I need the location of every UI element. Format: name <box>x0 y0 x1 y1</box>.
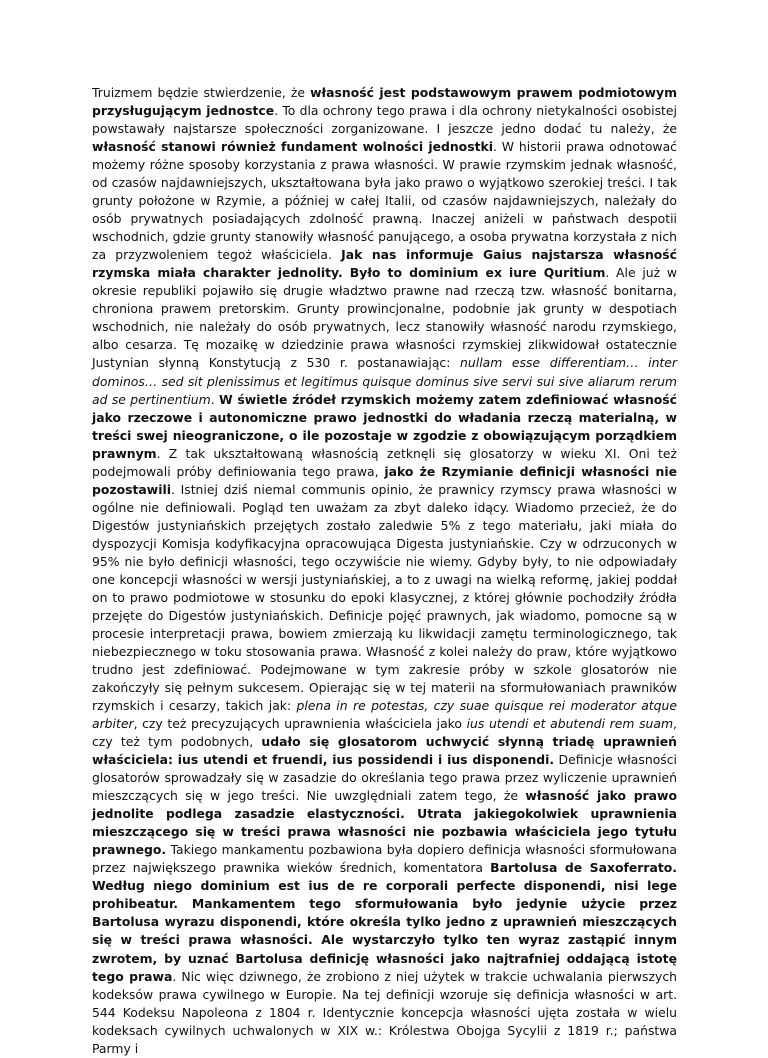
text-segment: . Z tak ukształtowaną własnością zetknęli się glosatorzy w wieku XI. Oni też podejmowali próby definiowania tego prawa, <box>92 445 677 479</box>
bold-text-segment: Jak nas informuje Gaius najstarsza własność rzymska miała charakter jednolity. Było to dominium ex iure Quritium <box>92 247 677 281</box>
text-segment: . Istniej dziś niemal communis opinio, że prawnicy rzymscy prawa własności w ogólne nie definiowali. Pogląd ten uważam za zbyt daleko idący. Wiadomo przecież, że do Digestów justyniańskich przejętych zostało zaledwie 5% z tego materiału, jaki miała do dyspozycji Komisja kodyfikacyjna opracowująca Digesta justyniańskie. Czy w odrzuconych w 95% nie było definicji własności, tego oczywiście nie wiemy. Gdyby były, to nie odpowiadały one koncepcji własności w wersji justyniańskiej, a to z uwagi na wielką reformę, jakiej poddał on to prawo podmiotowe w stosunku do epoki klasycznej, z której głównie pochodziły źródła przejęte do Digestów justyniańskich. Definicje pojęć prawnych, jak wiadomo, pomocne są w procesie interpretacji prawa, bowiem zmierzają ku likwidacji zamętu terminologicznego, tak niebezpiecznego w toku stosowania prawa. Własność z kolei należy do praw, które wyjątkowo trudno jest zdefiniować. Podejmowane w tym zakresie próby w szkole glosatorów nie zakończyły się pełnym sukcesem. Opierając się w tej materii na sformułowaniach prawników rzymskich i cesarzy, takich jak: <box>92 481 677 714</box>
italic-text-segment: ius utendi et abutendi rem suam <box>466 716 674 732</box>
bold-text-segment: własność jako prawo jednolite podlega zasadzie elastyczności. Utrata jakiegokolwiek uprawnienia mieszczącego się w treści prawa własności nie pozbawia właściciela jego tytułu prawnego. <box>92 788 678 858</box>
text-segment: Takiego mankamentu pozbawiona była dopiero definicja własności sformułowana przez największego prawnika wieków średnich, komentatora <box>92 842 677 876</box>
text-segment: Truizmem będzie stwierdzenie, że <box>92 85 311 100</box>
bold-text-segment: jako że Rzymianie definicji własności nie pozostawili <box>92 463 677 497</box>
italic-text-segment: nullam esse differentiam… inter dominos… sed sit plenissimus et legitimus quisque dominus sive servi sui sive aliarum rerum ad se pertinentium <box>92 355 677 407</box>
text-segment: . Nic więc dziwnego, że zrobiono z niej użytek w trakcie uchwalania pierwszych kodeksów prawa cywilnego w Europie. Na tej definicji wzoruje się definicja własności w art. 544 Kodeksu Napoleona z 1804 r. Identycznie koncepcja własności ujęta została w wielu kodeksach cywilnych uchwalonych w XIX w.: Królestwa Obojga Sycylii z 1819 r.; państwa Parmy i <box>92 968 678 1056</box>
text-segment: . Ale już w okresie republiki pojawiło się drugie władztwo prawne nad rzeczą tzw. własność bonitarna, chroniona prawem pretorskim. Grunty prowincjonalne, podobnie jak grunty w despotiach wschodnich, nie należały do osób prywatnych, lecz stanowiły własność narodu rzymskiego, albo cesarza. Tę mozaikę w dziedzinie prawa własności rzymskiej zlikwidował ostatecznie Justynian słynną Konstytucją z 530 r. postanawiając: <box>92 265 677 371</box>
text-segment: Definicje własności glosatorów sprowadzały się w zasadzie do określania tego prawa przez wyliczenie uprawnień mieszczących się w jego treści. Nie uwzględniali zatem tego, że <box>92 752 677 804</box>
text-segment: . <box>210 391 220 407</box>
text-segment: , czy też precyzujących uprawnienia właściciela jako <box>133 716 467 732</box>
bold-text-segment: własność jest podstawowym prawem podmiotowym przysługującym jednostce <box>92 85 677 119</box>
bold-text-segment: Bartolusa de Saxoferrato. Według niego dominium est ius de re corporali perfecte disponendi, nisi lege prohibeatur. Mankamentem tego sformułowania było jedynie użycie przez Bartolusa wyrazu disponendi, które określa tylko jedno z uprawnień mieszczących się w treści prawa własności. Ale wystarczyło tylko ten wyraz zastąpić innym zwrotem, by uznać Bartolusa definicję własności jako najtrafniej oddającą istotę tego prawa <box>92 860 677 984</box>
text-segment: . W historii prawa odnotować możemy różne sposoby korzystania z prawa własności. W prawie rzymskim jednak własność, od czasów najdawniejszych, ukształtowana była jako prawo o wyjątkowo szerokiej treści. I tak grunty położone w Rzymie, a później w całej Italii, od czasów najdawniejszych, należały do osób prywatnych posiadających zdolność prawną. Inaczej aniżeli w państwach despotii wschodnich, gdzie grunty stanowiły własność panującego, a osoba prywatna korzystała z nich za przyzwoleniem tegoż właściciela. <box>92 139 677 263</box>
text-segment: , czy też tym podobnych, <box>92 716 677 750</box>
bold-text-segment: udało się glosatorom uchwycić słynną triadę uprawnień właściciela: ius utendi et fruendi, ius possidendi i ius disponendi. <box>92 734 677 768</box>
italic-text-segment: plena in re potestas, czy suae quisque rei moderator atque arbiter <box>92 698 677 732</box>
bold-text-segment: W świetle źródeł rzymskich możemy zatem zdefiniować własność jako rzeczowe i autonomiczne prawo jednostki do władania rzeczą materialną, w treści swej nieograniczone, o ile pozostaje w zgodzie z obowiązującym porządkiem prawnym <box>92 391 677 461</box>
body-paragraph <box>92 84 677 1058</box>
bold-text-segment: własność stanowi również fundament wolności jednostki <box>92 139 493 155</box>
text-segment: . To dla ochrony tego prawa i dla ochrony nietykalności osobistej powstawały najstarsze społeczności zorganizowane. I jeszcze jedno dodać tu należy, że <box>92 103 677 137</box>
